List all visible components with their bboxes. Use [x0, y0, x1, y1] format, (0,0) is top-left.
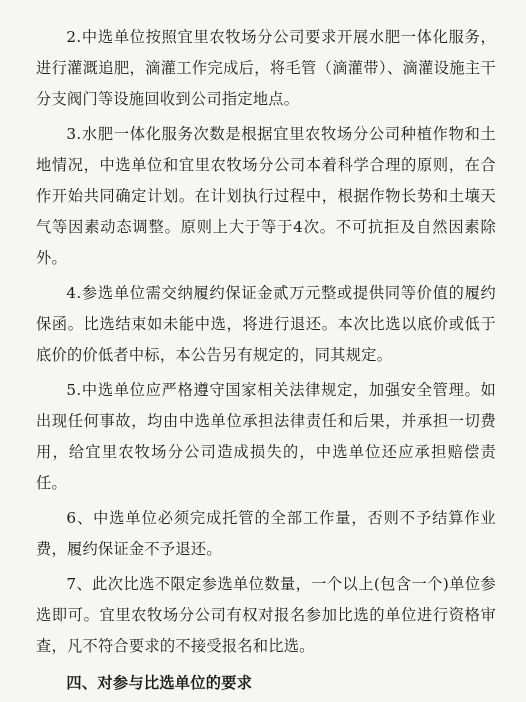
section-heading: 四、对参与比选单位的要求: [66, 674, 253, 692]
paragraph-7: 7、此次比选不限定参选单位数量，一个以上(包含一个)单位参选即可。宜里农牧场分公司有权对报名参加比选的单位进行资格审查，凡不符合要求的不接受报名和比选。: [36, 575, 496, 655]
paragraph-5: 5.中选单位应严格遵守国家相关法律规定，加强安全管理。如出现任何事故，均由中选单位承担法律责任和后果，并承担一切费用，给宜里农牧场分公司造成损失的，中选单位还应承担赔偿责任。: [36, 381, 496, 492]
paragraph-3: 3.水肥一体化服务次数是根据宜里农牧场分公司种植作物和土地情况，中选单位和宜里农牧场分公司本着科学合理的原则，在合作开始共同确定计划。在计划执行过程中，根据作物长势和土壤天气等因素动态调整。原则上大于等于4次。不可抗拒及自然因素除外。: [36, 125, 496, 267]
paragraph-6: 6、中选单位必须完成托管的全部工作量，否则不予结算作业费，履约保证金不予退还。: [36, 509, 496, 558]
paragraph-2: 2.中选单位按照宜里农牧场分公司要求开展水肥一体化服务，进行灌溉追肥，滴灌工作完成后，将毛管（滴灌带）、滴灌设施主干分支阀门等设施回收到公司指定地点。: [36, 28, 496, 108]
paragraph-4: 4.参选单位需交纳履约保证金贰万元整或提供同等价值的履约保函。比选结束如未能中选，将进行退还。本次比选以底价或低于底价的价低者中标，本公告另有规定的，同其规定。: [36, 284, 496, 364]
